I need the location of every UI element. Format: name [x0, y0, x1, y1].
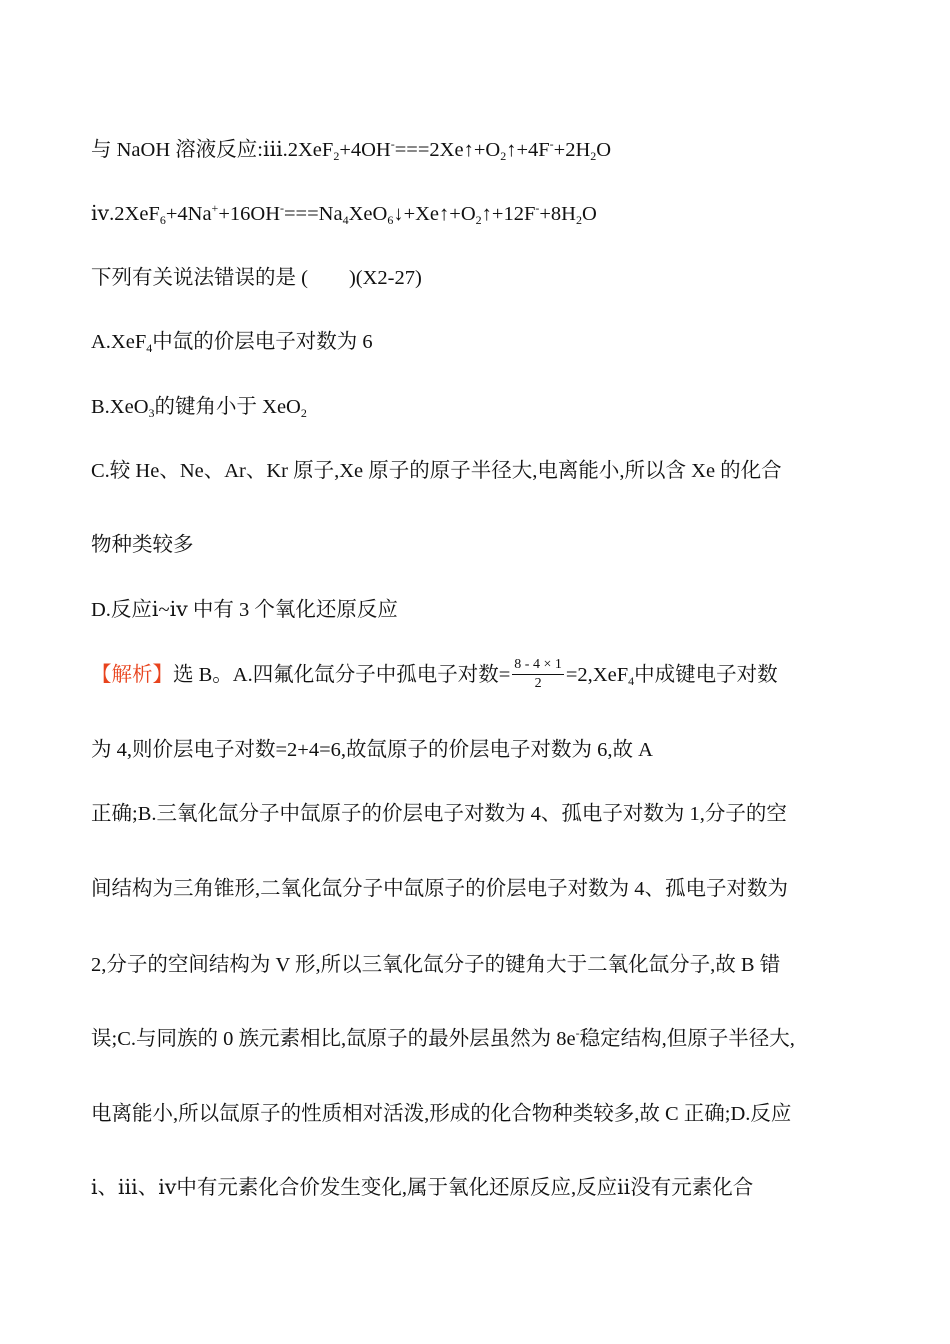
analysis-line8: ⅰ、ⅲ、ⅳ中有元素化合价发生变化,属于氧化还原反应,反应ⅱ没有元素化合 — [91, 1177, 754, 1199]
option-b: B.XeO$_3$的键角小于 XeO$_2$ — [91, 396, 307, 420]
fraction-numerator: 8 - 4 × 1 — [512, 657, 564, 675]
reaction-iii-line: 与 NaOH 溶液反应$:ⅲ.2XeF_2+4OH^-===2Xe↑+O_2↑+4F^-+2H_2O$ — [91, 137, 612, 163]
option-a: A.XeF$_4$中氙的价层电子对数为 6 — [91, 331, 373, 355]
analysis-line6: 误;C.与同族的 0 族元素相比,氙原子的最外层虽然为 8e-稳定结构,但原子半径大, — [91, 1026, 795, 1050]
analysis-line7: 电离能小,所以氙原子的性质相对活泼,形成的化合物种类较多,故 C 正确;D.反应 — [91, 1103, 792, 1125]
reaction-iv-line: $ⅳ.2XeF_6+4Na^++16OH^-===Na_4XeO_6↓+Xe↑+O_2↑+12F^-+8H_2O$ — [91, 201, 597, 227]
analysis-line4: 间结构为三角锥形,二氧化氙分子中氙原子的价层电子对数为 4、孤电子对数为 — [91, 878, 788, 900]
question-stem: 下列有关说法错误的是 ( )(X2-27) — [91, 267, 422, 289]
option-c-line1: C.较 He、Ne、Ar、Kr 原子,Xe 原子的原子半径大,电离能小,所以含 Xe 的化合 — [91, 460, 782, 482]
analysis-tag: 【解析】 — [91, 664, 173, 687]
option-c-line2: 物种类较多 — [91, 534, 194, 556]
fraction-denominator: 2 — [534, 676, 542, 691]
fraction — [512, 657, 564, 692]
analysis-line1: 【解析】选 B。A.四氟化氙分子中孤电子对数= $\frac{8 - 4 \times 1}{2}$ =2,XeF$_4$中成键电子对数 — [91, 657, 778, 691]
analysis-line5: 2,分子的空间结构为 V 形,所以三氧化氙分子的键角大于二氧化氙分子,故 B 错 — [91, 954, 781, 976]
option-d: D.反应ⅰ~ⅳ 中有 3 个氧化还原反应 — [91, 599, 398, 621]
analysis-line2: 为 4,则价层电子对数=2+4=6,故氙原子的价层电子对数为 6,故 A — [91, 739, 653, 761]
analysis-line3: 正确;B.三氧化氙分子中氙原子的价层电子对数为 4、孤电子对数为 1,分子的空 — [91, 803, 787, 825]
